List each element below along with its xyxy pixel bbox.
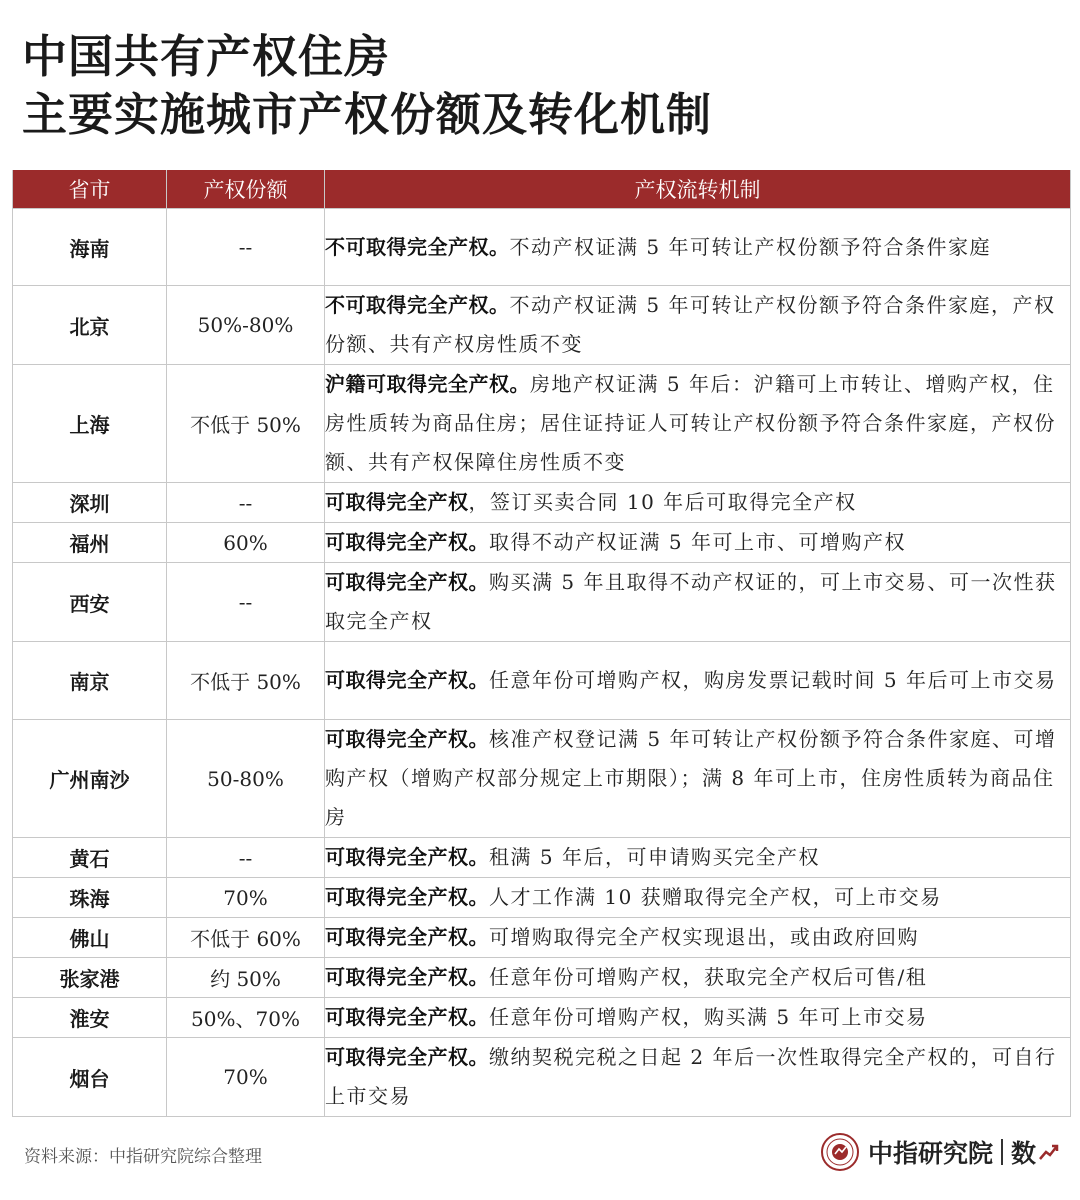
mechanism-cell bbox=[325, 523, 1071, 563]
share-cell: -- bbox=[167, 209, 325, 286]
mechanism-text: 可增购取得完全产权实现退出，或由政府回购 bbox=[489, 925, 919, 949]
page-title bbox=[22, 28, 712, 144]
mechanism-cell bbox=[325, 1038, 1071, 1117]
table-row bbox=[13, 958, 1071, 998]
city-cell: 淮安 bbox=[13, 998, 167, 1038]
table-header-row bbox=[13, 170, 1071, 209]
share-cell: 50%、70% bbox=[167, 998, 325, 1038]
mechanism-lead: 可取得完全产权。 bbox=[325, 1045, 489, 1069]
city-cell: 佛山 bbox=[13, 918, 167, 958]
mechanism-text: 取得不动产权证满 5 年可上市、可增购产权 bbox=[489, 530, 906, 554]
mechanism-text: 任意年份可增购产权，购买满 5 年可上市交易 bbox=[489, 1005, 928, 1029]
share-cell: 70% bbox=[167, 878, 325, 918]
brand-sub: 数 bbox=[1010, 1139, 1036, 1168]
table-row bbox=[13, 998, 1071, 1038]
mechanism-lead: 可取得完全产权。 bbox=[325, 570, 489, 594]
mechanism-cell bbox=[325, 958, 1071, 998]
mechanism-cell bbox=[325, 642, 1071, 720]
mechanism-lead: 可取得完全产权。 bbox=[325, 925, 489, 949]
mechanism-cell bbox=[325, 563, 1071, 642]
mechanism-lead: 不可取得完全产权。 bbox=[325, 293, 510, 317]
brand-separator bbox=[1001, 1139, 1003, 1165]
share-cell: 不低于 50% bbox=[167, 365, 325, 483]
table-row bbox=[13, 483, 1071, 523]
mechanism-text: ，签订买卖合同 10 年后可取得完全产权 bbox=[468, 490, 857, 514]
city-cell: 珠海 bbox=[13, 878, 167, 918]
city-cell: 上海 bbox=[13, 365, 167, 483]
share-cell: -- bbox=[167, 563, 325, 642]
source-note: 资料来源：中指研究院综合整理 bbox=[24, 1147, 262, 1167]
mechanism-text: 缴纳契税完税之日起 2 年后一次性取得完全产权的，可自行上市交易 bbox=[325, 1045, 1057, 1108]
table-row bbox=[13, 918, 1071, 958]
share-cell: -- bbox=[167, 483, 325, 523]
city-cell: 海南 bbox=[13, 209, 167, 286]
share-cell: 50-80% bbox=[167, 720, 325, 838]
trend-arrow-icon bbox=[1038, 1141, 1060, 1163]
table-row bbox=[13, 563, 1071, 642]
city-cell: 深圳 bbox=[13, 483, 167, 523]
table-row bbox=[13, 642, 1071, 720]
mechanism-cell bbox=[325, 483, 1071, 523]
mechanism-lead: 可取得完全产权 bbox=[325, 490, 469, 514]
mechanism-lead: 可取得完全产权。 bbox=[325, 1005, 489, 1029]
brand-name: 中指研究院 bbox=[867, 1139, 993, 1168]
mechanism-text: 任意年份可增购产权，获取完全产权后可售/租 bbox=[489, 965, 928, 989]
policy-table bbox=[12, 170, 1071, 1117]
table-row bbox=[13, 878, 1071, 918]
mechanism-cell bbox=[325, 720, 1071, 838]
city-cell: 西安 bbox=[13, 563, 167, 642]
mechanism-text: 不动产权证满 5 年可转让产权份额予符合条件家庭 bbox=[509, 234, 991, 259]
page-title-line1: 中国共有产权住房 bbox=[22, 30, 391, 83]
brand-logo bbox=[820, 1130, 1060, 1174]
share-cell: 70% bbox=[167, 1038, 325, 1117]
mechanism-text: 房地产权证满 5 年后：沪籍可上市转让、增购产权，住房性质转为商品住房；居住证持证人可转让产权份额予符合条件家庭，产权份额、共有产权保障住房性质不变 bbox=[325, 372, 1056, 474]
share-cell: 60% bbox=[167, 523, 325, 563]
city-cell: 北京 bbox=[13, 286, 167, 365]
mechanism-lead: 可取得完全产权。 bbox=[325, 965, 489, 989]
share-cell: 50%-80% bbox=[167, 286, 325, 365]
mechanism-lead: 可取得完全产权。 bbox=[325, 845, 489, 869]
mechanism-lead: 可取得完全产权。 bbox=[325, 668, 489, 692]
mechanism-cell bbox=[325, 878, 1071, 918]
mechanism-lead: 可取得完全产权。 bbox=[325, 885, 489, 909]
mechanism-text: 任意年份可增购产权，购房发票记载时间 5 年后可上市交易 bbox=[489, 668, 1057, 692]
city-cell: 南京 bbox=[13, 642, 167, 720]
mechanism-text: 租满 5 年后，可申请购买完全产权 bbox=[489, 845, 820, 869]
table-row bbox=[13, 286, 1071, 365]
share-cell: 不低于 50% bbox=[167, 642, 325, 720]
table-row bbox=[13, 365, 1071, 483]
mechanism-cell bbox=[325, 365, 1071, 483]
table-row bbox=[13, 1038, 1071, 1117]
mechanism-lead: 沪籍可取得完全产权。 bbox=[325, 372, 530, 396]
mechanism-cell bbox=[325, 209, 1071, 286]
mechanism-lead: 不可取得完全产权。 bbox=[325, 234, 510, 259]
mechanism-text: 购买满 5 年且取得不动产权证的，可上市交易、可一次性获取完全产权 bbox=[325, 570, 1057, 633]
share-cell: 约 50% bbox=[167, 958, 325, 998]
table-row bbox=[13, 720, 1071, 838]
share-cell: 不低于 60% bbox=[167, 918, 325, 958]
header-city: 省市 bbox=[13, 170, 167, 209]
header-share: 产权份额 bbox=[167, 170, 325, 209]
share-cell: -- bbox=[167, 838, 325, 878]
mechanism-lead: 可取得完全产权。 bbox=[325, 727, 489, 751]
mechanism-text: 人才工作满 10 获赠取得完全产权，可上市交易 bbox=[489, 885, 942, 909]
city-cell: 广州南沙 bbox=[13, 720, 167, 838]
header-mechanism: 产权流转机制 bbox=[325, 170, 1071, 209]
mechanism-cell bbox=[325, 286, 1071, 365]
city-cell: 黄石 bbox=[13, 838, 167, 878]
table-row bbox=[13, 523, 1071, 563]
mechanism-lead: 可取得完全产权。 bbox=[325, 530, 489, 554]
page-title-line2: 主要实施城市产权份额及转化机制 bbox=[22, 88, 713, 141]
mechanism-text: 核准产权登记满 5 年可转让产权份额予符合条件家庭、可增购产权（增购产权部分规定上市期限）；满 8 年可上市，住房性质转为商品住房 bbox=[325, 727, 1057, 829]
city-cell: 张家港 bbox=[13, 958, 167, 998]
mechanism-cell bbox=[325, 918, 1071, 958]
city-cell: 福州 bbox=[13, 523, 167, 563]
mechanism-text: 不动产权证满 5 年可转让产权份额予符合条件家庭，产权份额、共有产权房性质不变 bbox=[325, 293, 1056, 356]
table-row bbox=[13, 209, 1071, 286]
table-row bbox=[13, 838, 1071, 878]
city-cell: 烟台 bbox=[13, 1038, 167, 1117]
seal-icon bbox=[820, 1132, 860, 1172]
mechanism-cell bbox=[325, 998, 1071, 1038]
mechanism-cell bbox=[325, 838, 1071, 878]
